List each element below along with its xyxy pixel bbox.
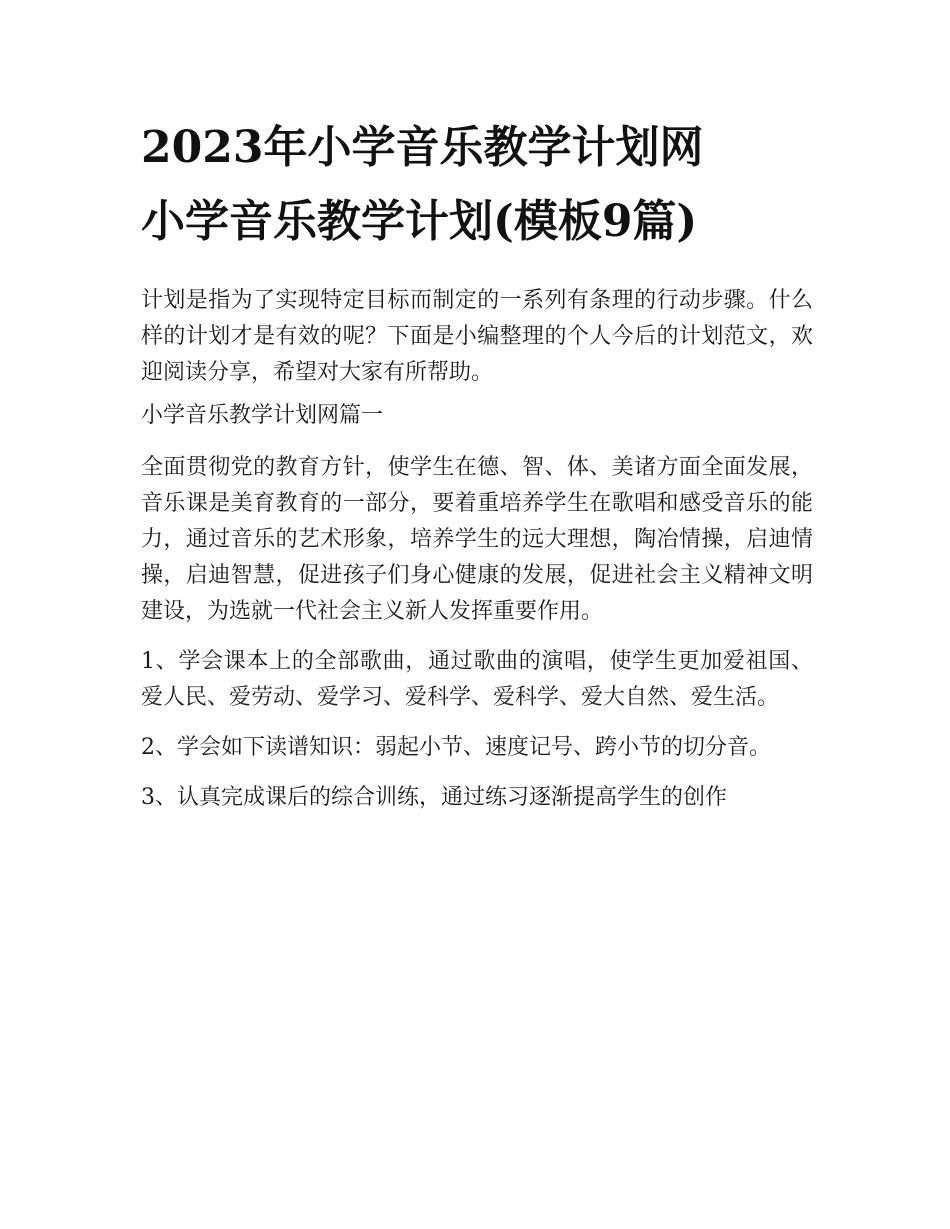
body-paragraph: 全面贯彻党的教育方针，使学生在德、智、体、美诸方面全面发展，音乐课是美育教育的一部分，要着重培养学生在歌唱和感受音乐的能力，通过音乐的艺术形象，培养学生的远大理想，陶冶情操，启迪情操，启迪智慧，促进孩子们身心健康的发展，促进社会主义精神文明建设，为选就一代社会主义新人发挥重要作用。: [141, 455, 813, 624]
document-title-line-1: 2023年小学音乐教学计划网: [141, 122, 704, 173]
section-heading: 小学音乐教学计划网篇一: [141, 403, 384, 428]
intro-paragraph: 计划是指为了实现特定目标而制定的一系列有条理的行动步骤。什么样的计划才是有效的呢？下面是小编整理的个人今后的计划范文，欢迎阅读分享，希望对大家有所帮助。: [141, 288, 813, 385]
list-item-2: 2、学会如下读谱知识：弱起小节、速度记号、跨小节的切分音。: [141, 735, 771, 760]
document-title-line-2: 小学音乐教学计划(模板9篇): [141, 196, 698, 247]
list-item-3: 3、认真完成课后的综合训练，通过练习逐渐提高学生的创作: [141, 785, 727, 810]
list-item-1: 1、学会课本上的全部歌曲，通过歌曲的演唱，使学生更加爱祖国、爱人民、爱劳动、爱学习、爱科学、爱科学、爱大自然、爱生活。: [141, 649, 813, 710]
document-body: [141, 283, 813, 830]
